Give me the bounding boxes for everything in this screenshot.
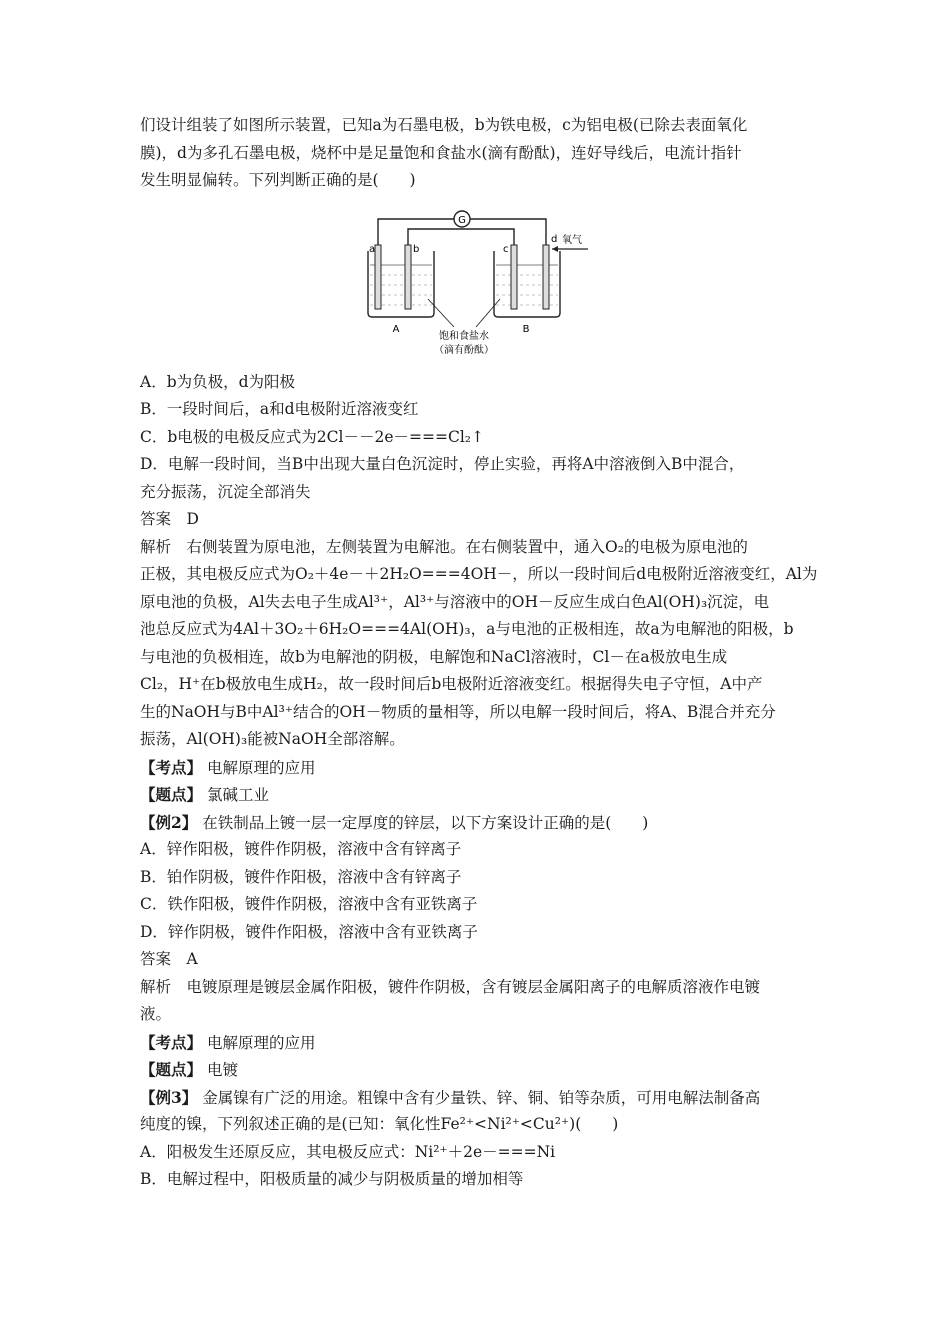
analysis-line: 原电池的负极，Al失去电子生成Al³⁺，Al³⁺与溶液中的OH－反应生成白色Al(OH)₃沉淀，电: [140, 592, 770, 611]
option-line: D．锌作阴极，镀件作阳极，溶液中含有亚铁离子: [140, 922, 478, 941]
kaodian-tag: 【考点】: [140, 757, 203, 777]
intro-line: 们设计组装了如图所示装置，已知a为石墨电极，b为铁电极，c为铝电极(已除去表面氧化: [140, 116, 748, 134]
apparatus-diagram: [366, 199, 596, 359]
kaodian-text: 电解原理的应用: [206, 1033, 316, 1052]
beaker-b: [494, 251, 560, 317]
option-line: 充分振荡，沉淀全部消失: [140, 482, 311, 501]
kaodian-line: [140, 754, 816, 782]
tidian-line: [140, 781, 816, 809]
electrolysis-apparatus-figure: [140, 199, 816, 361]
analysis-line: 生的NaOH与B中Al³⁺结合的OH－物质的量相等，所以电解一段时间后，将A、B混合并充分: [140, 702, 776, 721]
intro-line: 发生明显偏转。下列判断正确的是( ): [140, 171, 416, 189]
beaker-a-label: A: [392, 323, 400, 335]
option-line: B．铂作阴极，镀件作阳极，溶液中含有锌离子: [140, 867, 462, 886]
oxygen-label: 氧气: [562, 234, 582, 246]
kaodian-line: [140, 1029, 816, 1057]
option-line: A．锌作阳极，镀件作阴极，溶液中含有锌离子: [140, 840, 462, 858]
analysis-line: 与电池的负极相连，故b为电解池的阴极，电解饱和NaCl溶液时，Cl－在a极放电生成: [140, 647, 728, 666]
tidian-text: 电镀: [206, 1061, 238, 1079]
option-line: C．b电极的电极反应式为2Cl－－2e－===Cl₂↑: [140, 427, 484, 446]
tidian-text: 氯碱工业: [206, 786, 269, 804]
wire-a: [378, 219, 454, 245]
intro-line: 膜)，d为多孔石墨电极，烧杯中是足量饱和食盐水(滴有酚酞)，连好导线后，电流计指针: [140, 143, 742, 162]
label-d: d: [551, 233, 558, 245]
example-2-question: [140, 809, 816, 837]
example-3-question: [140, 1084, 816, 1112]
electrode-c: [511, 245, 517, 309]
solution-label: 饱和食盐水: [439, 330, 489, 342]
example-2-tag: 【例2】: [140, 812, 198, 832]
tidian-tag: 【题点】: [140, 1060, 203, 1079]
analysis-line: 池总反应式为4Al＋3O₂＋6H₂O===4Al(OH)₃，a与电池的正极相连，故a为电解池的阳极，b: [140, 620, 794, 638]
analysis-line: 正极，其电极反应式为O₂＋4e－＋2H₂O===4OH－，所以一段时间后d电极附近溶液变红，Al为: [140, 565, 818, 583]
option-line: B．电解过程中，阳极质量的减少与阴极质量的增加相等: [140, 1170, 524, 1188]
option-line: C．铁作阳极，镀件作阴极，溶液中含有亚铁离子: [140, 895, 478, 913]
example-3-question-cont: 纯度的镍，下列叙述正确的是(已知：氧化性Fe²⁺<Ni²⁺<Cu²⁺)( ): [140, 1115, 619, 1133]
electrode-a: [375, 245, 381, 309]
electrode-d: [543, 245, 549, 309]
beaker-b-label: B: [522, 323, 530, 335]
label-a: a: [369, 243, 376, 255]
option-line: B．一段时间后，a和d电极附近溶液变红: [140, 400, 419, 418]
solution-note: （滴有酚酞）: [434, 344, 494, 356]
example-2-text: 在铁制品上镀一层一定厚度的锌层，以下方案设计正确的是( ): [202, 813, 649, 832]
answer-line: 答案 D: [140, 510, 199, 528]
analysis-line: 解析 右侧装置为原电池，左侧装置为电解池。在右侧装置中，通入O₂的电极为原电池的: [140, 537, 748, 556]
tidian-tag: 【题点】: [140, 785, 203, 804]
analysis-line: 振荡，Al(OH)₃能被NaOH全部溶解。: [140, 730, 405, 748]
kaodian-tag: 【考点】: [140, 1032, 203, 1052]
electrode-b: [405, 245, 411, 309]
label-c: c: [503, 243, 509, 255]
wire-b-c: [408, 229, 514, 245]
wire-d: [470, 219, 546, 245]
option-line: A．b为负极，d为阳极: [140, 372, 296, 391]
example-3-text: 金属镍有广泛的用途。粗镍中含有少量铁、锌、铜、铂等杂质，可用电解法制备高: [202, 1088, 761, 1107]
option-line: A．阳极发生还原反应，其电极反应式：Ni²⁺＋2e－===Ni: [140, 1142, 556, 1161]
galvanometer-label: G: [458, 214, 466, 226]
answer-line: 答案 A: [140, 950, 198, 968]
example-3-tag: 【例3】: [140, 1087, 198, 1107]
analysis-line: Cl₂，H⁺在b极放电生成H₂，故一段时间后b电极附近溶液变红。根据得失电子守恒，A中产: [140, 675, 763, 693]
analysis-line: 解析 电镀原理是镀层金属作阳极，镀件作阴极，含有镀层金属阳离子的电解质溶液作电镀: [140, 977, 761, 996]
analysis-line: 液。: [140, 1005, 172, 1023]
kaodian-text: 电解原理的应用: [206, 758, 316, 777]
option-line: D．电解一段时间，当B中出现大量白色沉淀时，停止实验，再将A中溶液倒入B中混合，: [140, 455, 745, 473]
tidian-line: [140, 1056, 816, 1084]
label-b: b: [413, 243, 420, 255]
document-page: [140, 112, 816, 1194]
